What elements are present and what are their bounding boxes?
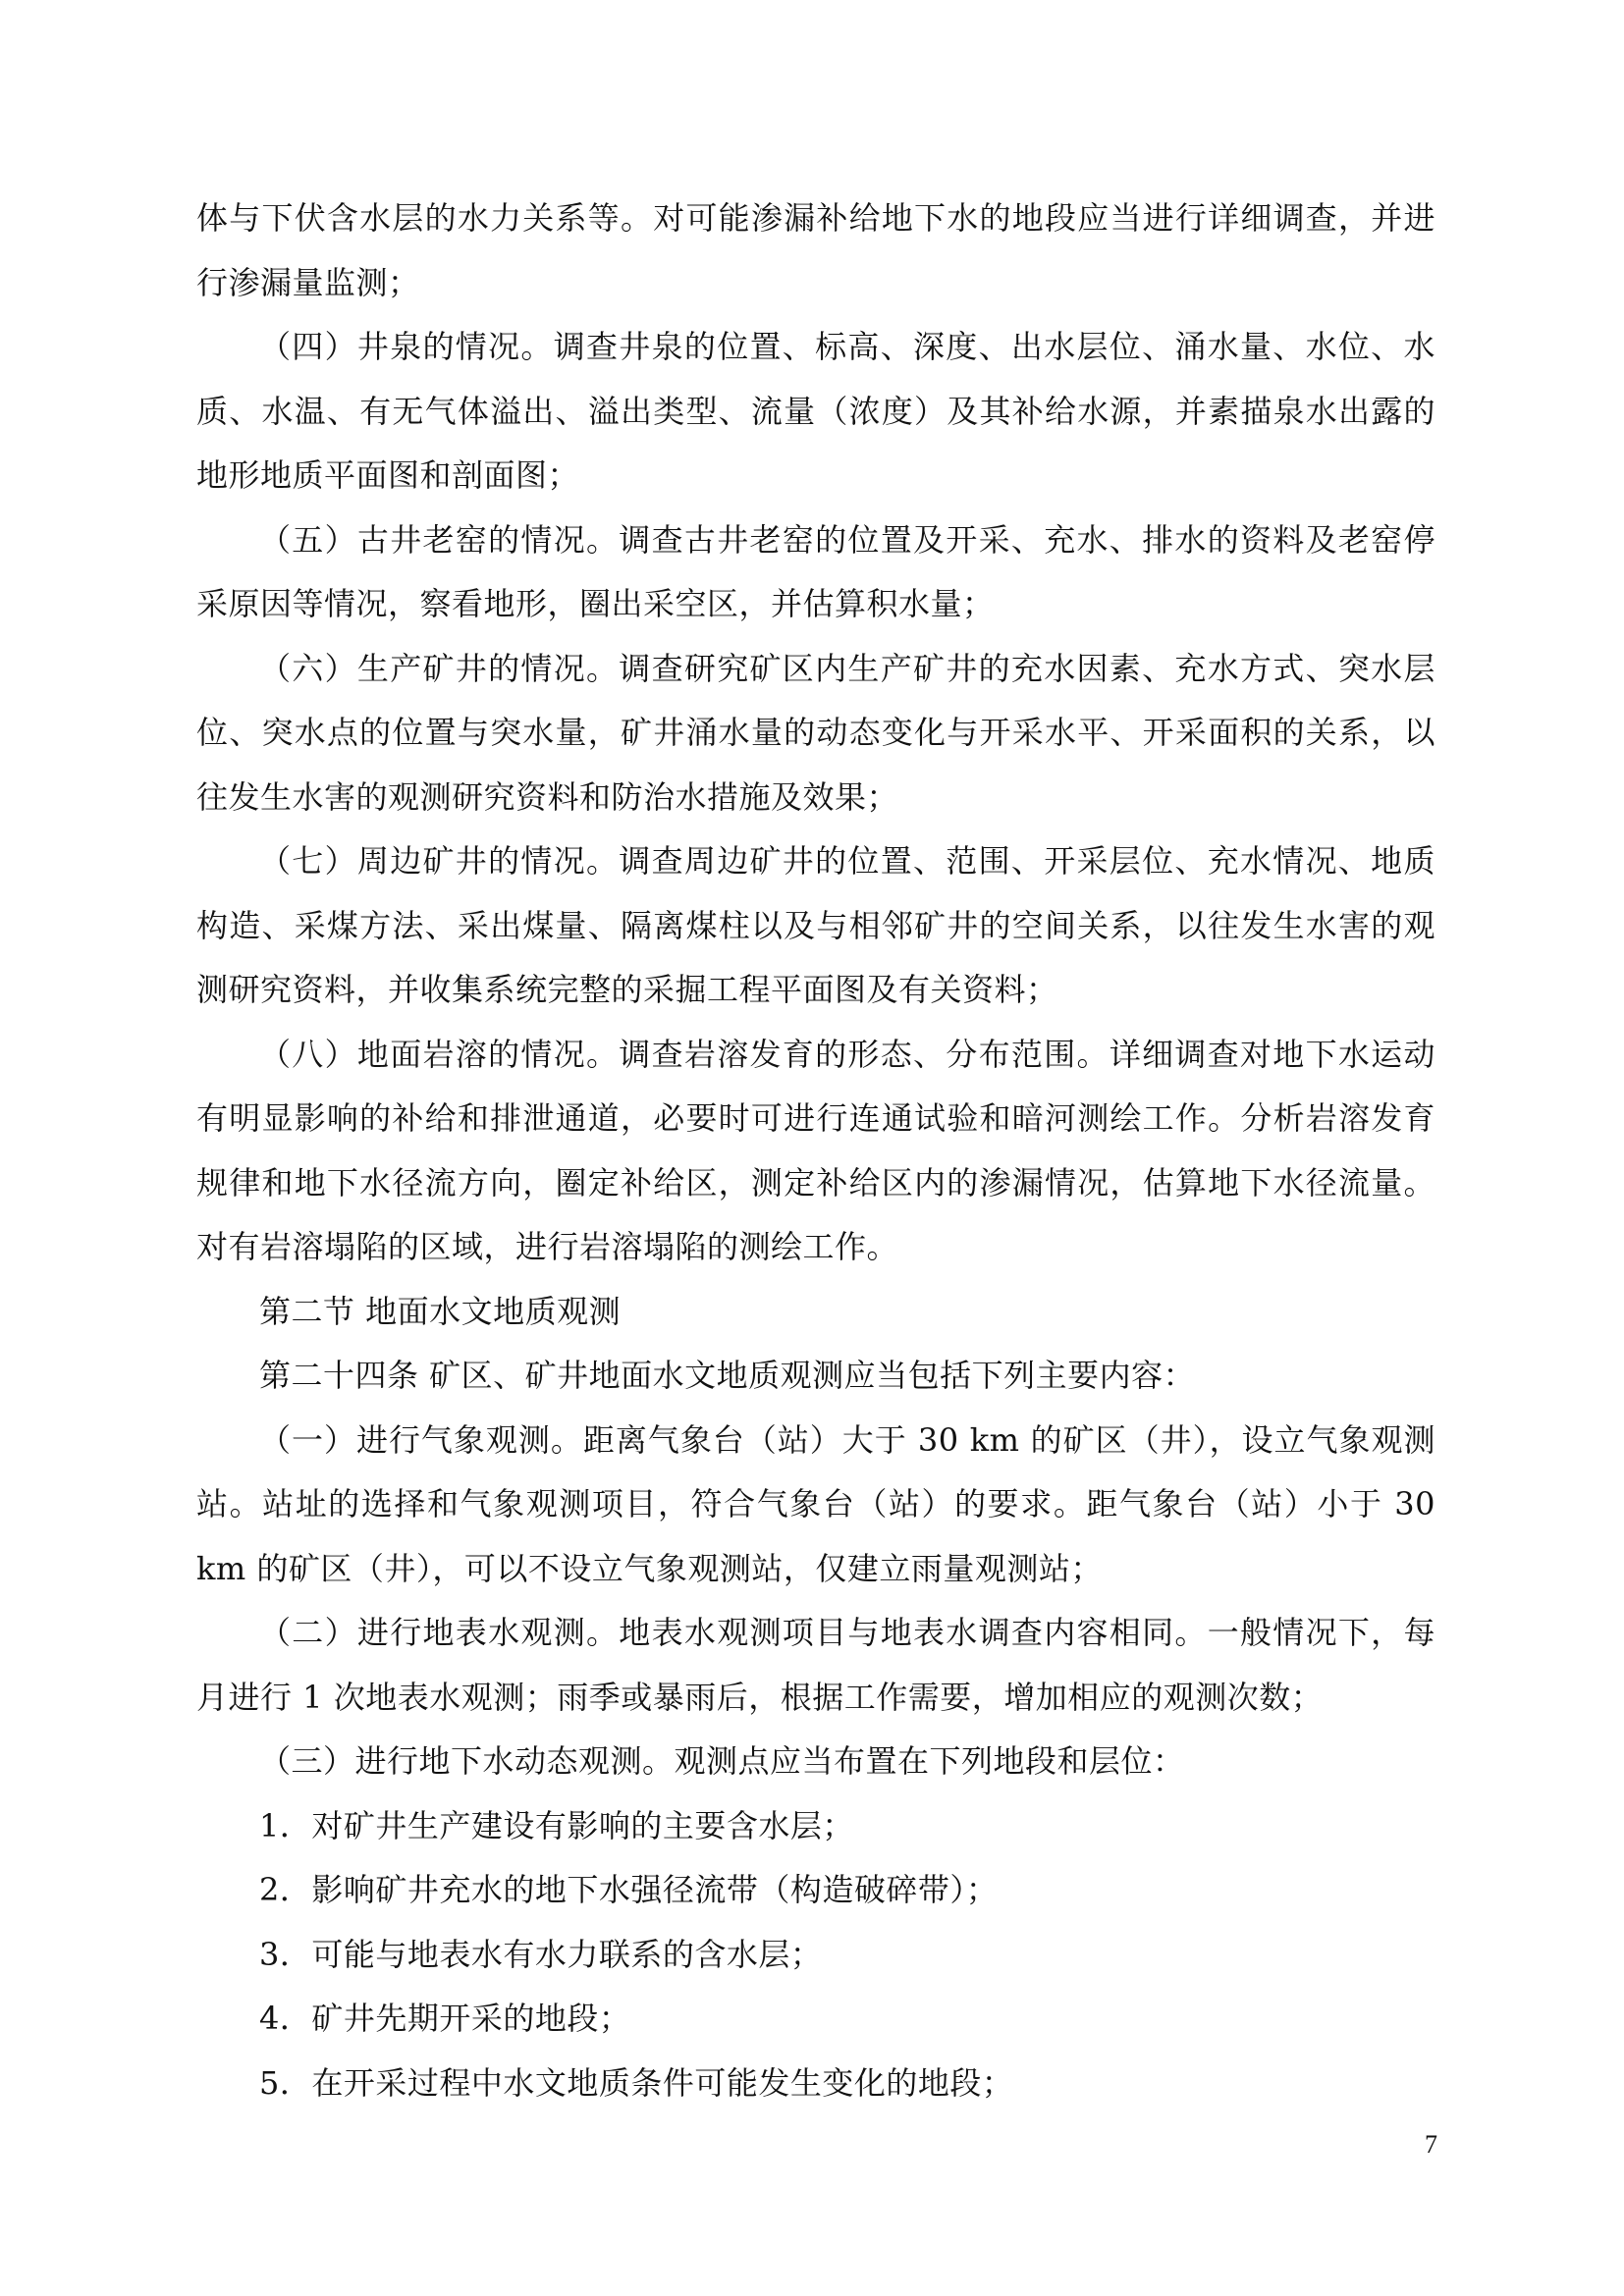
paragraph: （二）进行地表水观测。地表水观测项目与地表水调查内容相同。一般情况下，每月进行 1 次地表水观测；雨季或暴雨后，根据工作需要，增加相应的观测次数； bbox=[196, 1614, 1435, 1716]
paragraph: （八）地面岩溶的情况。调查岩溶发育的形态、分布范围。详细调查对地下水运动有明显影响的补给和排泄通道，必要时可进行连通试验和暗河测绘工作。分析岩溶发育规律和地下水径流方向，圈定补给区，测定补给区内的渗漏情况，估算地下水径流量。对有岩溶塌陷的区域，进行岩溶塌陷的测绘工作。 bbox=[196, 1035, 1435, 1265]
list-item: 1．对矿井生产建设有影响的主要含水层； bbox=[259, 1806, 854, 1844]
paragraph: （六）生产矿井的情况。调查研究矿区内生产矿井的充水因素、充水方式、突水层位、突水点的位置与突水量，矿井涌水量的动态变化与开采水平、开采面积的关系，以往发生水害的观测研究资料和防治水措施及效果； bbox=[196, 649, 1435, 816]
list-item: 5．在开采过程中水文地质条件可能发生变化的地段； bbox=[259, 2063, 1014, 2102]
paragraph: 体与下伏含水层的水力关系等。对可能渗漏补给地下水的地段应当进行详细调查，并进行渗漏量监测； bbox=[196, 199, 1435, 301]
document-body bbox=[196, 187, 1435, 2115]
list-item: 2．影响矿井充水的地下水强径流带（构造破碎带）； bbox=[259, 1871, 999, 1908]
paragraph: （四）井泉的情况。调查井泉的位置、标高、深度、出水层位、涌水量、水位、水质、水温、有无气体溢出、溢出类型、流量（浓度）及其补给水源，并素描泉水出露的地形地质平面图和剖面图； bbox=[196, 328, 1435, 494]
page-number: 7 bbox=[1425, 2130, 1437, 2159]
list-item: 4．矿井先期开采的地段； bbox=[259, 2000, 631, 2037]
list-item: 3．可能与地表水有水力联系的含水层； bbox=[259, 1935, 823, 1973]
section-heading: 第二节 地面水文地质观测 bbox=[259, 1292, 622, 1330]
paragraph: （五）古井老窑的情况。调查古井老窑的位置及开采、充水、排水的资料及老窑停采原因等情况，察看地形，圈出采空区，并估算积水量； bbox=[196, 520, 1435, 622]
paragraph: （一）进行气象观测。距离气象台（站）大于 30 km 的矿区（井），设立气象观测站。站址的选择和气象观测项目，符合气象台（站）的要求。距气象台（站）小于 30 km 的矿区（井），可以不设立气象观测站，仅建立雨量观测站； bbox=[196, 1420, 1435, 1587]
paragraph: （三）进行地下水动态观测。观测点应当布置在下列地段和层位： bbox=[259, 1742, 1185, 1780]
article-heading: 第二十四条 矿区、矿井地面水文地质观测应当包括下列主要内容： bbox=[259, 1357, 1196, 1394]
paragraph: （七）周边矿井的情况。调查周边矿井的位置、范围、开采层位、充水情况、地质构造、采煤方法、采出煤量、隔离煤柱以及与相邻矿井的空间关系，以往发生水害的观测研究资料，并收集系统完整的采掘工程平面图及有关资料； bbox=[196, 842, 1435, 1008]
